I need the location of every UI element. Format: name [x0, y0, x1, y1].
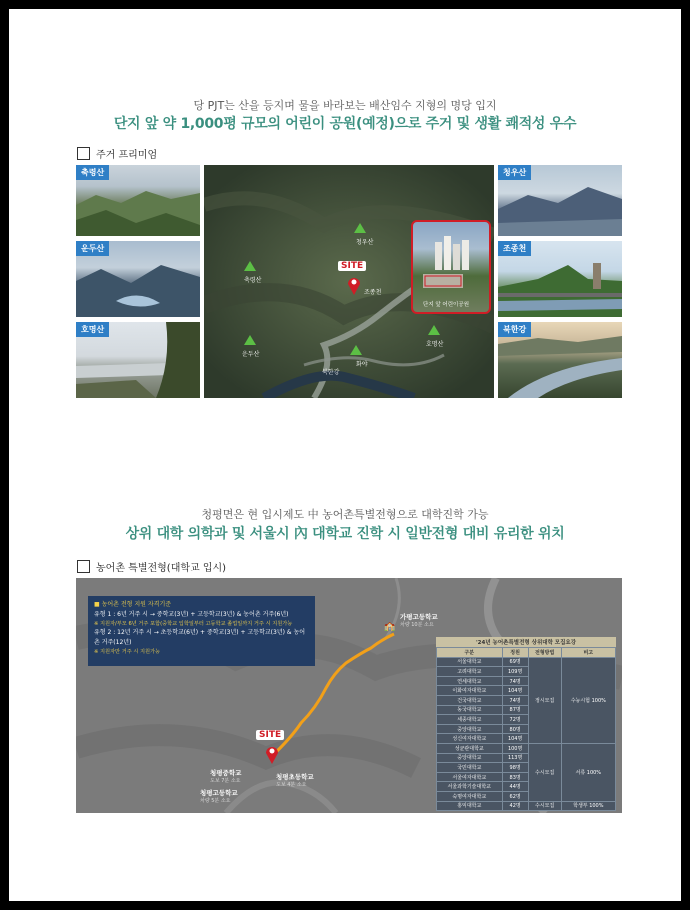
table-title: '24년 농어촌특별전형 상위대학 모집요강 [436, 637, 616, 647]
quota-value: 72명 [502, 715, 528, 725]
photo-jojongcheon [498, 241, 622, 317]
mountain-label: 호명산 [426, 341, 444, 348]
school-distance: 차량 5분 소요 [200, 798, 231, 804]
photo-tag: 운두산 [76, 241, 109, 256]
info-type2-note: ※ 지원자만 거주 시 지원가능 [94, 649, 161, 655]
quota-value: 113명 [502, 753, 528, 763]
eligibility-info-box [88, 596, 315, 666]
mountain-icon [350, 345, 362, 355]
section1-headline: 단지 앞 약 1,000평 규모의 어린이 공원(예정)으로 주거 및 생활 쾌적성 우수 [113, 116, 577, 132]
school-icon: 🏫 [384, 622, 396, 632]
school-name: 청평초등학교 [276, 773, 314, 781]
table-body [437, 657, 616, 811]
quota-value: 80명 [502, 724, 528, 734]
quota-value: 104명 [502, 686, 528, 696]
quota-value: 74명 [502, 676, 528, 686]
section2-label [77, 559, 226, 574]
university-name: 서울대학교 [437, 657, 503, 667]
admission-method: 수시모집 [528, 743, 561, 801]
admission-method: 수시모집 [528, 801, 561, 811]
page [9, 9, 681, 901]
photo-tag: 축령산 [76, 165, 109, 180]
checkbox-icon [77, 147, 90, 160]
info-type1-note: ※ 지원자/부모 6년 거주 포함(중학교 입학일부터 고등학교 졸업일까지 거주 시 지원가능 [94, 621, 293, 627]
table-row [437, 801, 616, 811]
university-name: 고려대학교 [437, 667, 503, 677]
university-name: 동국대학교 [437, 705, 503, 715]
table-header: 구분 [437, 648, 503, 658]
quota-value: 109명 [502, 667, 528, 677]
section1-label-text: 주거 프리미엄 [96, 150, 158, 161]
quota-value: 62명 [502, 791, 528, 801]
table-header: 전형방법 [528, 648, 561, 658]
info-type2: 유형 2 : 12년 거주 시 → 초등학교(6년) + 중학교(3년) + 고등학교(3년) & 농어촌 거주(12년) [94, 629, 306, 646]
mountain-label: 축령산 [244, 277, 262, 284]
section1-subtitle: 당 PJT는 산을 등지며 물을 바라보는 배산임수 지형의 명당 입지 [193, 99, 497, 112]
admission-table-panel [436, 637, 616, 811]
quota-value: 44명 [502, 782, 528, 792]
mountain-label: 운두산 [242, 351, 260, 358]
mountain-icon [428, 325, 440, 335]
quota-value: 74명 [502, 695, 528, 705]
quota-value: 42명 [502, 801, 528, 811]
table-header: 정원 [502, 648, 528, 658]
university-name: 중앙대학교 [437, 753, 503, 763]
school-distance: 도보 4분 소요 [276, 782, 307, 788]
satellite-map[interactable] [204, 165, 494, 398]
table-row [437, 743, 616, 753]
photo-bukhangang [498, 322, 622, 398]
table-header: 비고 [561, 648, 615, 658]
university-name: 서울과학기술대학교 [437, 782, 503, 792]
mountain-icon [244, 261, 256, 271]
place-label: 북한강 [322, 369, 340, 376]
university-name: 건국대학교 [437, 695, 503, 705]
school-name: 청평중학교 [210, 769, 242, 777]
inset-caption: 단지 앞 어린이공원 [423, 302, 470, 308]
photo-undusan [76, 241, 200, 317]
quota-value: 98명 [502, 763, 528, 773]
site-inset-photo [411, 220, 491, 314]
university-name: 성균관대학교 [437, 743, 503, 753]
info-title: ■ 농어촌 전형 지원 자격기준 [94, 601, 172, 608]
site-pin-icon [265, 744, 279, 764]
school-name: 가평고등학교 [400, 613, 438, 621]
quota-value: 104명 [502, 734, 528, 744]
site-label: SITE [338, 261, 366, 271]
photo-chukryeongsan [76, 165, 200, 236]
admission-note: 수능시험 100% [561, 657, 615, 743]
university-name: 서울여자대학교 [437, 772, 503, 782]
section2-headline: 상위 대학 의학과 및 서울시 內 대학교 진학 시 일반전형 대비 유리한 위치 [125, 526, 565, 542]
quota-value: 83명 [502, 772, 528, 782]
section1-label [77, 146, 157, 161]
mountain-icon [244, 335, 256, 345]
info-type1: 유형 1 : 6년 거주 시 → 중학교(3년) + 고등학교(3년) & 농어촌 거주(6년) [94, 611, 289, 618]
admission-note: 학생부 100% [561, 801, 615, 811]
place-label: 조종천 [364, 289, 382, 296]
photo-tag: 호명산 [76, 322, 109, 337]
quota-value: 87명 [502, 705, 528, 715]
university-name: 성신여자대학교 [437, 734, 503, 744]
mountain-label: 청우산 [356, 239, 374, 246]
section2-label-text: 농어촌 특별전형(대학교 입시) [96, 563, 227, 574]
site-pin-icon [347, 275, 361, 295]
school-name: 청평고등학교 [200, 789, 238, 797]
school-distance: 도보 7분 소요 [210, 778, 241, 784]
school-map[interactable] [76, 578, 622, 813]
admission-method: 정시모집 [528, 657, 561, 743]
photo-cheongusan [498, 165, 622, 236]
quota-value: 69명 [502, 657, 528, 667]
university-name: 세종대학교 [437, 715, 503, 725]
school-marker [384, 613, 438, 633]
photo-homyeongsan [76, 322, 200, 398]
university-name: 홍익대학교 [437, 801, 503, 811]
university-name: 연세대학교 [437, 676, 503, 686]
school-distance: 차량 10분 소요 [400, 622, 434, 628]
mountain-icon [354, 223, 366, 233]
checkbox-icon [77, 560, 90, 573]
site-label: SITE [256, 730, 284, 740]
section2-subtitle: 청평면은 현 입시제도 中 농어촌특별전형으로 대학진학 가능 [201, 508, 489, 521]
admission-table [436, 647, 616, 811]
university-name: 중앙대학교 [437, 724, 503, 734]
photo-tag: 북한강 [498, 322, 531, 337]
university-name: 숙명여자대학교 [437, 791, 503, 801]
quota-value: 100명 [502, 743, 528, 753]
table-row [437, 657, 616, 667]
admission-note: 서류 100% [561, 743, 615, 801]
place-label: 화야 [356, 361, 368, 368]
photo-tag: 조종천 [498, 241, 531, 256]
photo-tag: 청우산 [498, 165, 531, 180]
university-name: 국민대학교 [437, 763, 503, 773]
university-name: 이화여자대학교 [437, 686, 503, 696]
